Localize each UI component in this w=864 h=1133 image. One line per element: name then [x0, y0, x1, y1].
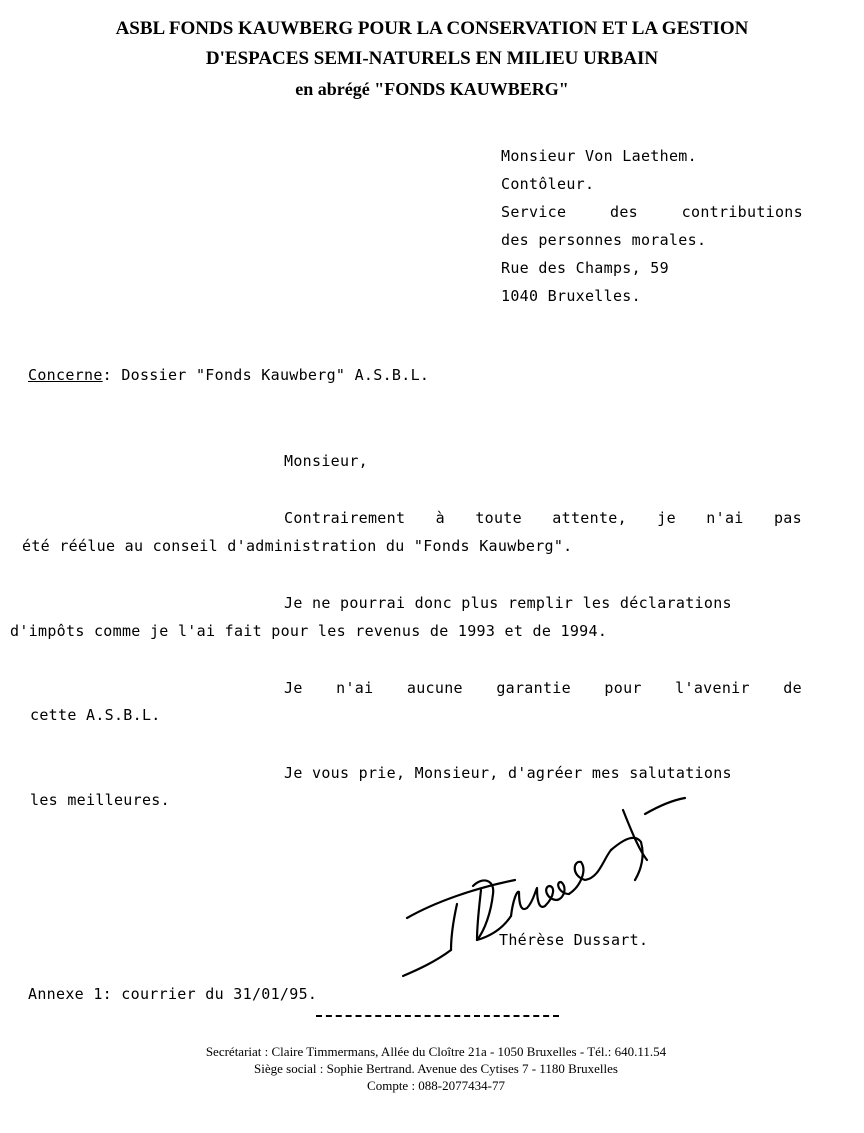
- recipient-address: [501, 142, 821, 310]
- footer-line-2: Siège social : Sophie Bertrand. Avenue des Cytises 7 - 1180 Bruxelles: [254, 1061, 618, 1076]
- word: n'ai: [336, 679, 374, 697]
- recipient-city: 1040 Bruxelles.: [501, 287, 641, 305]
- word: pour: [604, 679, 642, 697]
- paragraph-2-line-2: d'impôts comme je l'ai fait pour les revenus de 1993 et de 1994.: [10, 622, 608, 640]
- word: je: [657, 509, 676, 527]
- footer: [0, 1043, 864, 1094]
- word: attente,: [552, 509, 627, 527]
- recipient-service-word: Service: [501, 203, 567, 221]
- word: pas: [773, 509, 802, 527]
- paragraph-4-line-1: Je vous prie, Monsieur, d'agréer mes salutations: [284, 764, 732, 782]
- letterhead: [0, 14, 864, 104]
- handwritten-signature: [395, 790, 695, 985]
- paragraph-1-line-2: été réélue au conseil d'administration du "Fonds Kauwberg".: [22, 537, 573, 555]
- letterhead-line-1: ASBL FONDS KAUWBERG POUR LA CONSERVATION ET LA GESTION: [115, 18, 749, 39]
- recipient-name: Monsieur Von Laethem.: [501, 147, 697, 165]
- paragraph-3-line-2: cette A.S.B.L.: [30, 706, 161, 724]
- paragraph-3-line-1: [284, 679, 802, 697]
- subject-line: [28, 366, 429, 384]
- recipient-street: Rue des Champs, 59: [501, 259, 669, 277]
- word: l'avenir: [675, 679, 750, 697]
- word: de: [783, 679, 802, 697]
- footer-line-1: Secrétariat : Claire Timmermans, Allée du Cloître 21a - 1050 Bruxelles - Tél.: 640.11.54: [205, 1044, 667, 1059]
- word: toute: [475, 509, 522, 527]
- word: Contrairement: [284, 509, 406, 527]
- signature-name: Thérèse Dussart.: [499, 931, 649, 949]
- footer-line-3: Compte : 088-2077434-77: [367, 1078, 505, 1093]
- salutation: Monsieur,: [284, 452, 368, 470]
- word: garantie: [496, 679, 571, 697]
- word: à: [435, 509, 445, 527]
- subject-label: Concerne: [28, 366, 103, 384]
- annex-line: Annexe 1: courrier du 31/01/95.: [28, 985, 318, 1003]
- subject-text: : Dossier "Fonds Kauwberg" A.S.B.L.: [102, 366, 430, 384]
- paragraph-1-line-1: [284, 509, 802, 527]
- word: aucune: [406, 679, 463, 697]
- recipient-service-word: des: [610, 203, 638, 221]
- recipient-service-word: contributions: [681, 203, 803, 221]
- recipient-service-line-2: des personnes morales.: [501, 231, 707, 249]
- paragraph-4-line-2: les meilleures.: [30, 791, 170, 809]
- divider-rule: [316, 1015, 559, 1017]
- word: Je: [284, 679, 303, 697]
- letterhead-line-3: en abrégé "FONDS KAUWBERG": [295, 79, 569, 99]
- recipient-service: [501, 198, 803, 226]
- recipient-title: Contôleur.: [501, 175, 595, 193]
- paragraph-2-line-1: Je ne pourrai donc plus remplir les déclarations: [284, 594, 732, 612]
- word: n'ai: [706, 509, 744, 527]
- letterhead-line-2: D'ESPACES SEMI-NATURELS EN MILIEU URBAIN: [205, 48, 659, 69]
